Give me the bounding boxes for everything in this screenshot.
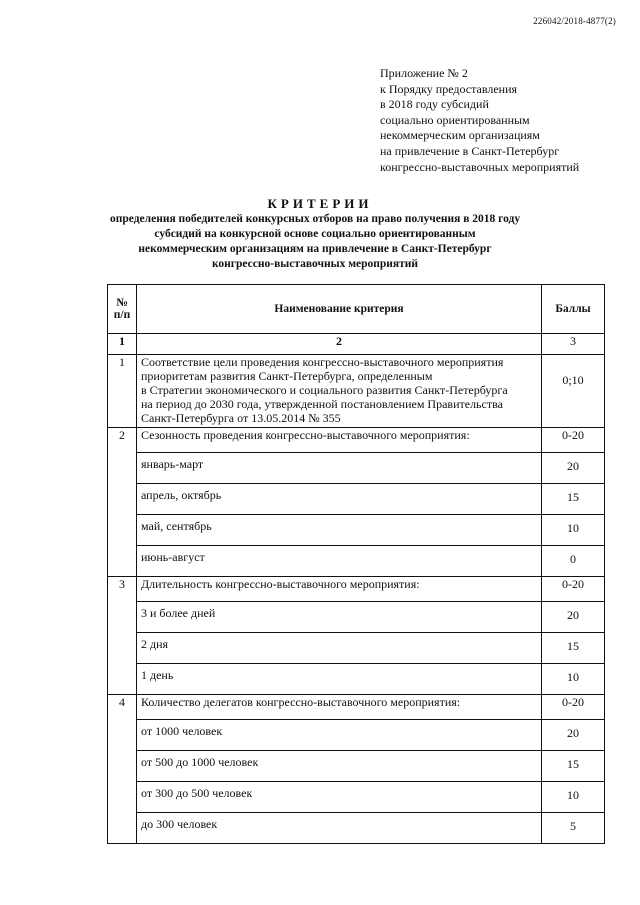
option-label: январь-март (137, 453, 542, 484)
criteria-table (107, 284, 605, 844)
subtitle-line: некоммерческим организациям на привлечение в Санкт-Петербург (138, 243, 492, 255)
option-label: от 300 до 500 человек (137, 782, 542, 813)
option-points: 10 (542, 782, 605, 813)
criterion-option-row (108, 453, 605, 484)
option-points: 15 (542, 484, 605, 515)
criterion-number: 3 (108, 577, 137, 695)
subtitle-line: субсидий на конкурсной основе социально ориентированным (154, 228, 476, 240)
option-label: от 500 до 1000 человек (137, 751, 542, 782)
option-label: 2 дня (137, 633, 542, 664)
column-number: 3 (542, 334, 605, 355)
criterion-name (137, 577, 542, 602)
criterion-name (137, 428, 542, 453)
criterion-points: 0-20 (542, 577, 605, 602)
criterion-points: 0-20 (542, 428, 605, 453)
criterion-name-line: приоритетам развития Санкт-Петербурга, определенным (141, 369, 433, 383)
criterion-name-line: Санкт-Петербурга от 13.05.2014 № 355 (141, 411, 341, 425)
document-subtitle (110, 212, 520, 272)
criterion-option-row (108, 782, 605, 813)
option-label: до 300 человек (137, 813, 542, 844)
option-label: от 1000 человек (137, 720, 542, 751)
criterion-option-row (108, 813, 605, 844)
appendix-line: Приложение № 2 (380, 66, 468, 80)
criterion-option-row (108, 720, 605, 751)
criterion-name-line: на период до 2030 года, утвержденной постановлением Правительства (141, 397, 503, 411)
criterion-name-line: в Стратегии экономического и социального развития Санкт-Петербурга (141, 383, 508, 397)
header-criterion-name: Наименование критерия (137, 285, 542, 334)
header-points: Баллы (542, 285, 605, 334)
option-points: 0 (542, 546, 605, 577)
table-header-row (108, 285, 605, 334)
appendix-note (380, 66, 630, 175)
option-label: 3 и более дней (137, 602, 542, 633)
option-points: 20 (542, 453, 605, 484)
subtitle-line: определения победителей конкурсных отборов на право получения в 2018 году (110, 213, 521, 225)
criterion-points: 0;10 (542, 355, 605, 428)
column-number-row (108, 334, 605, 355)
option-points: 10 (542, 664, 605, 695)
criterion-number: 1 (108, 355, 137, 428)
option-label: 1 день (137, 664, 542, 695)
criterion-name (137, 695, 542, 720)
criterion-row (108, 577, 605, 602)
column-number: 1 (108, 334, 137, 355)
header-number: № п/п (108, 285, 137, 334)
criterion-option-row (108, 546, 605, 577)
criterion-name-line: Сезонность проведения конгрессно-выставочного мероприятия: (141, 428, 470, 442)
criterion-name (137, 355, 542, 428)
document-code: 226042/2018-4877(2) (533, 16, 616, 26)
option-points: 20 (542, 720, 605, 751)
criterion-option-row (108, 602, 605, 633)
appendix-line: конгрессно-выставочных мероприятий (380, 159, 580, 174)
column-number: 2 (137, 334, 542, 355)
criterion-option-row (108, 515, 605, 546)
option-points: 15 (542, 751, 605, 782)
option-points: 5 (542, 813, 605, 844)
option-points: 10 (542, 515, 605, 546)
option-label: апрель, октябрь (137, 484, 542, 515)
appendix-line: к Порядку предоставления (380, 81, 518, 96)
appendix-line: на привлечение в Санкт-Петербург (380, 143, 560, 158)
criterion-option-row (108, 751, 605, 782)
criterion-row (108, 428, 605, 453)
subtitle-line: конгрессно-выставочных мероприятий (211, 258, 419, 270)
appendix-line: социально ориентированным (380, 112, 530, 127)
criterion-row (108, 695, 605, 720)
criterion-number: 2 (108, 428, 137, 577)
criterion-row (108, 355, 605, 428)
option-label: май, сентябрь (137, 515, 542, 546)
option-points: 20 (542, 602, 605, 633)
appendix-line: некоммерческим организациям (380, 128, 540, 143)
criterion-option-row (108, 633, 605, 664)
criterion-option-row (108, 484, 605, 515)
criterion-option-row (108, 664, 605, 695)
criterion-name-line: Количество делегатов конгрессно-выставочного мероприятия: (141, 695, 461, 709)
criterion-name-line: Длительность конгрессно-выставочного мероприятия: (141, 577, 420, 591)
appendix-line: в 2018 году субсидий (380, 97, 489, 112)
criterion-number: 4 (108, 695, 137, 844)
option-points: 15 (542, 633, 605, 664)
document-title: КРИТЕРИИ (267, 196, 373, 211)
criterion-name-line: Соответствие цели проведения конгрессно-выставочного мероприятия (141, 355, 504, 369)
criterion-points: 0-20 (542, 695, 605, 720)
option-label: июнь-август (137, 546, 542, 577)
